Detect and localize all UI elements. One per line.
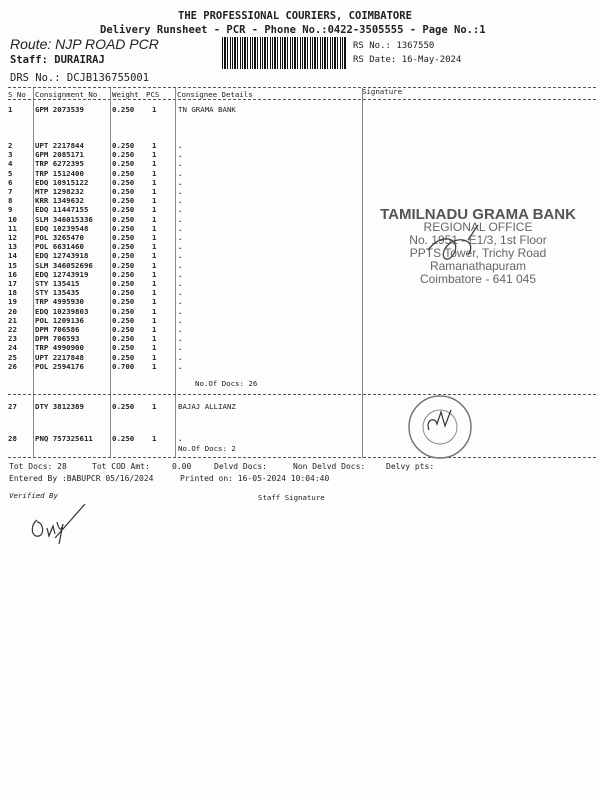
divider xyxy=(8,87,596,88)
route-handwritten: Route: NJP ROAD PCR xyxy=(10,36,159,52)
table-row xyxy=(0,224,360,233)
cell-cn: STY 135415 xyxy=(35,279,80,288)
cell-cn: EDQ 12743919 xyxy=(35,269,89,279)
cell-wt: 0.250 xyxy=(112,168,135,178)
cell-wt: 0.250 xyxy=(112,306,135,316)
cell-sno: 26 xyxy=(8,361,17,371)
divider xyxy=(8,394,596,395)
cell-wt: 0.250 xyxy=(112,196,135,206)
table-row xyxy=(0,288,360,297)
cell-pcs: 1 xyxy=(152,297,157,307)
cell-details: . xyxy=(178,150,183,160)
cell-details: . xyxy=(178,168,183,178)
cell-details: . xyxy=(178,434,183,443)
stamp-line: TAMILNADU GRAMA BANK xyxy=(380,206,576,223)
cell-sno: 12 xyxy=(8,233,17,242)
total-cod-label: Tot COD Amt: xyxy=(92,462,150,471)
cell-wt: 0.250 xyxy=(112,141,135,150)
cell-pcs: 1 xyxy=(152,205,157,215)
cell-cn: GPM 2073539 xyxy=(35,105,84,114)
rs-number: RS No.: 1367550 xyxy=(353,41,435,51)
table-row xyxy=(0,169,360,178)
cell-cn: PNQ 757325611 xyxy=(35,434,93,443)
non-delivered-docs: Non Delvd Docs: xyxy=(293,462,366,471)
table-row xyxy=(0,251,360,260)
cell-cn: EDQ 10239803 xyxy=(35,306,89,316)
cell-wt: 0.250 xyxy=(112,150,135,160)
cell-pcs: 1 xyxy=(152,260,157,270)
cell-pcs: 1 xyxy=(152,306,157,316)
table-row xyxy=(0,178,360,187)
stamp-line: Coimbatore - 641 045 xyxy=(419,272,537,286)
handwritten-signature xyxy=(25,500,95,545)
cell-cn: EDQ 12743918 xyxy=(35,251,89,261)
table-row xyxy=(0,105,360,114)
cell-details: . xyxy=(178,214,183,224)
table-row xyxy=(0,270,360,279)
cell-pcs: 1 xyxy=(152,223,157,233)
cell-pcs: 1 xyxy=(152,434,157,443)
cell-cn: POL 2594176 xyxy=(35,361,84,371)
cell-pcs: 1 xyxy=(152,343,157,353)
col-consignment: Consignment No xyxy=(35,90,98,99)
cell-details: . xyxy=(178,288,183,298)
cell-pcs: 1 xyxy=(152,315,157,325)
entered-by: Entered By :BABUPCR 05/16/2024 xyxy=(9,474,154,483)
cell-pcs: 1 xyxy=(152,177,157,187)
col-pcs: PCS xyxy=(146,90,160,99)
table-row xyxy=(0,353,360,362)
table-row xyxy=(0,205,360,214)
cell-details: . xyxy=(178,361,183,371)
cell-details: . xyxy=(178,205,183,215)
cell-pcs: 1 xyxy=(152,334,157,344)
cell-sno: 23 xyxy=(8,334,17,344)
cell-sno: 4 xyxy=(8,159,13,169)
cell-details: . xyxy=(178,279,183,288)
cell-sno: 17 xyxy=(8,279,17,288)
cell-details: . xyxy=(178,334,183,344)
cell-details: . xyxy=(178,233,183,242)
cell-pcs: 1 xyxy=(152,279,157,288)
cell-cn: KRR 1349632 xyxy=(35,196,84,206)
cell-pcs: 1 xyxy=(152,159,157,169)
cell-details: . xyxy=(178,315,183,325)
drs-number: DRS No.: DCJB136755001 xyxy=(10,72,150,84)
staff-name: Staff: DURAIRAJ xyxy=(10,54,105,66)
runsheet-subtitle: Delivery Runsheet - PCR - Phone No.:0422-3505555 - Page No.:1 xyxy=(100,24,486,36)
cell-pcs: 1 xyxy=(152,288,157,298)
delivery-points: Delvy pts: xyxy=(386,462,435,471)
cell-sno: 27 xyxy=(8,402,17,411)
col-sno: S No xyxy=(8,90,26,99)
cell-details: . xyxy=(178,242,183,252)
cell-wt: 0.250 xyxy=(112,105,135,114)
cell-cn: TRP 4995930 xyxy=(35,297,84,307)
cell-wt: 0.700 xyxy=(112,361,135,371)
cell-cn: POL 1209136 xyxy=(35,315,84,325)
cell-cn: EDQ 11447155 xyxy=(35,205,89,215)
cell-sno: 9 xyxy=(8,205,13,215)
cell-details: BAJAJ ALLIANZ xyxy=(178,402,236,411)
cell-sno: 10 xyxy=(8,214,17,224)
cell-details: . xyxy=(178,223,183,233)
col-weight: Weight xyxy=(112,90,139,99)
cell-wt: 0.250 xyxy=(112,297,135,307)
cell-sno: 21 xyxy=(8,315,17,325)
cell-cn: TRP 1512400 xyxy=(35,168,84,178)
cell-details: . xyxy=(178,260,183,270)
cell-details: . xyxy=(178,343,183,353)
table-row xyxy=(0,343,360,352)
cell-wt: 0.250 xyxy=(112,402,135,411)
cell-sno: 6 xyxy=(8,177,13,187)
cell-wt: 0.250 xyxy=(112,315,135,325)
insurance-round-seal xyxy=(405,392,475,462)
cell-cn: SLM 346052696 xyxy=(35,260,93,270)
stamp-line: PPTS Tower, Trichy Road xyxy=(409,246,547,260)
cell-pcs: 1 xyxy=(152,233,157,242)
stamp-signature xyxy=(408,210,518,280)
cell-cn: POL 3265470 xyxy=(35,233,84,242)
stamp-line: No. 1951 - E1/3, 1st Floor xyxy=(409,233,547,247)
stamp-line: REGIONAL OFFICE xyxy=(423,220,533,234)
cell-pcs: 1 xyxy=(152,361,157,371)
total-docs: Tot Docs: 28 xyxy=(9,462,67,471)
cell-pcs: 1 xyxy=(152,352,157,362)
table-row xyxy=(0,316,360,325)
cell-sno: 3 xyxy=(8,150,13,160)
divider xyxy=(8,457,596,458)
cell-wt: 0.250 xyxy=(112,177,135,187)
cell-pcs: 1 xyxy=(152,242,157,252)
cell-cn: TRP 6272395 xyxy=(35,159,84,169)
verified-by: Verified By xyxy=(9,491,58,500)
cell-details: . xyxy=(178,306,183,316)
table-row xyxy=(0,362,360,371)
cell-wt: 0.250 xyxy=(112,251,135,261)
table-row xyxy=(0,297,360,306)
cell-cn: UPT 2217844 xyxy=(35,141,84,150)
delivered-docs: Delvd Docs: xyxy=(214,462,267,471)
cell-pcs: 1 xyxy=(152,325,157,334)
cell-sno: 25 xyxy=(8,352,17,362)
table-row xyxy=(0,141,360,150)
divider xyxy=(8,99,596,100)
col-signature: Signature xyxy=(362,87,403,96)
cell-wt: 0.250 xyxy=(112,205,135,215)
cell-cn: TRP 4990900 xyxy=(35,343,84,353)
table-row xyxy=(0,325,360,334)
stamp-line: Ramanathapuram xyxy=(429,259,527,273)
table-row xyxy=(0,242,360,251)
cell-details: . xyxy=(178,159,183,169)
cell-wt: 0.250 xyxy=(112,434,135,443)
table-row xyxy=(0,150,360,159)
cell-cn: EDQ 10915122 xyxy=(35,177,89,187)
cell-cn: STY 135435 xyxy=(35,288,80,298)
cell-pcs: 1 xyxy=(152,269,157,279)
cell-cn: EDQ 10239548 xyxy=(35,223,89,233)
rs-date: RS Date: 16-May-2024 xyxy=(353,55,462,65)
cell-sno: 2 xyxy=(8,141,13,150)
group-2-count: No.Of Docs: 2 xyxy=(178,444,236,453)
cell-pcs: 1 xyxy=(152,105,157,114)
staff-signature-label: Staff Signature xyxy=(258,493,325,502)
cell-wt: 0.250 xyxy=(112,187,135,196)
cell-sno: 16 xyxy=(8,269,17,279)
cell-wt: 0.250 xyxy=(112,343,135,353)
barcode xyxy=(222,37,347,69)
cell-sno: 5 xyxy=(8,168,13,178)
cell-sno: 20 xyxy=(8,306,17,316)
cell-sno: 7 xyxy=(8,187,13,196)
cell-sno: 8 xyxy=(8,196,13,206)
cell-wt: 0.250 xyxy=(112,214,135,224)
cell-wt: 0.250 xyxy=(112,334,135,344)
cell-cn: DPM 706586 xyxy=(35,325,80,334)
table-row xyxy=(0,233,360,242)
cell-sno: 13 xyxy=(8,242,17,252)
table-row xyxy=(0,187,360,196)
cell-pcs: 1 xyxy=(152,168,157,178)
cell-sno: 28 xyxy=(8,434,17,443)
company-title: THE PROFESSIONAL COURIERS, COIMBATORE xyxy=(178,10,412,22)
cell-pcs: 1 xyxy=(152,402,157,411)
table-row xyxy=(0,434,360,443)
cell-details: . xyxy=(178,187,183,196)
cell-sno: 22 xyxy=(8,325,17,334)
cell-pcs: 1 xyxy=(152,196,157,206)
cell-sno: 1 xyxy=(8,105,13,114)
cell-pcs: 1 xyxy=(152,141,157,150)
cell-sno: 24 xyxy=(8,343,17,353)
cell-wt: 0.250 xyxy=(112,159,135,169)
table-row xyxy=(0,196,360,205)
cell-details: . xyxy=(178,269,183,279)
cell-wt: 0.250 xyxy=(112,233,135,242)
cell-details: . xyxy=(178,325,183,334)
column-line xyxy=(362,88,363,458)
cell-pcs: 1 xyxy=(152,187,157,196)
total-cod-value: 0.00 xyxy=(172,462,192,471)
cell-cn: DTY 3812389 xyxy=(35,402,84,411)
col-consignee: Consignee Details xyxy=(177,90,253,99)
table-row xyxy=(0,215,360,224)
cell-cn: SLM 346015336 xyxy=(35,214,93,224)
table-row xyxy=(0,261,360,270)
cell-cn: MTP 1298232 xyxy=(35,187,84,196)
cell-wt: 0.250 xyxy=(112,279,135,288)
cell-cn: DPM 706593 xyxy=(35,334,80,344)
cell-details: TN GRAMA BANK xyxy=(178,105,236,114)
cell-cn: POL 6631460 xyxy=(35,242,84,252)
cell-sno: 19 xyxy=(8,297,17,307)
cell-details: . xyxy=(178,352,183,362)
cell-wt: 0.250 xyxy=(112,242,135,252)
cell-details: . xyxy=(178,177,183,187)
cell-sno: 14 xyxy=(8,251,17,261)
table-row xyxy=(0,279,360,288)
table-row xyxy=(0,334,360,343)
table-row xyxy=(0,402,360,411)
cell-wt: 0.250 xyxy=(112,269,135,279)
cell-cn: GPM 2085171 xyxy=(35,150,84,160)
printed-on: Printed on: 16-05-2024 10:04:40 xyxy=(180,474,330,483)
cell-wt: 0.250 xyxy=(112,352,135,362)
cell-wt: 0.250 xyxy=(112,325,135,334)
cell-details: . xyxy=(178,141,183,150)
cell-wt: 0.250 xyxy=(112,260,135,270)
cell-sno: 18 xyxy=(8,288,17,298)
cell-details: . xyxy=(178,251,183,261)
cell-details: . xyxy=(178,196,183,206)
cell-sno: 15 xyxy=(8,260,17,270)
table-row xyxy=(0,159,360,168)
cell-wt: 0.250 xyxy=(112,223,135,233)
group-1-count: No.Of Docs: 26 xyxy=(195,379,258,388)
cell-pcs: 1 xyxy=(152,150,157,160)
cell-pcs: 1 xyxy=(152,251,157,261)
cell-wt: 0.250 xyxy=(112,288,135,298)
cell-details: . xyxy=(178,297,183,307)
table-row xyxy=(0,307,360,316)
cell-pcs: 1 xyxy=(152,214,157,224)
cell-sno: 11 xyxy=(8,223,17,233)
cell-cn: UPT 2217848 xyxy=(35,352,84,362)
